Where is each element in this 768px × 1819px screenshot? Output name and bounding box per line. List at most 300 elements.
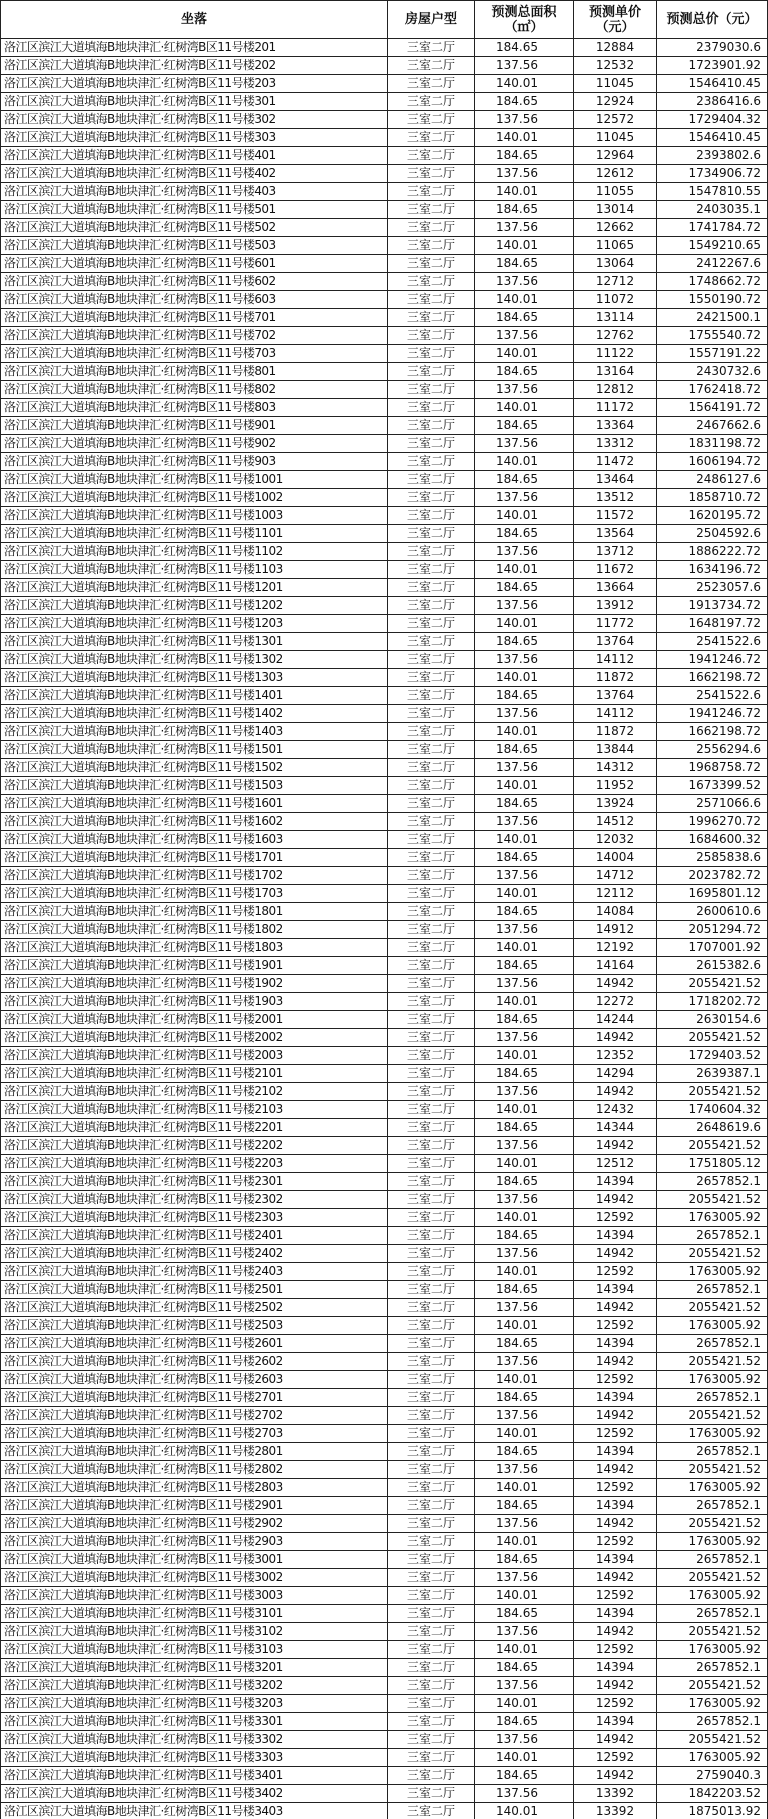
type-cell: 三室二厅 bbox=[388, 1191, 475, 1209]
area-cell: 140.01 bbox=[475, 615, 574, 633]
area-cell: 184.65 bbox=[475, 363, 574, 381]
location-cell: 洛江区滨江大道填海B地块津汇·红树湾B区11号楼2901 bbox=[1, 1497, 388, 1515]
table-row bbox=[1, 327, 768, 345]
table-row bbox=[1, 417, 768, 435]
location-cell: 洛江区滨江大道填海B地块津汇·红树湾B区11号楼1301 bbox=[1, 633, 388, 651]
type-cell: 三室二厅 bbox=[388, 633, 475, 651]
table-row bbox=[1, 525, 768, 543]
unit-price-cell: 13764 bbox=[574, 687, 657, 705]
table-row bbox=[1, 1497, 768, 1515]
location-cell: 洛江区滨江大道填海B地块津汇·红树湾B区11号楼3401 bbox=[1, 1767, 388, 1785]
area-cell: 184.65 bbox=[475, 39, 574, 57]
total-price-cell: 2467662.6 bbox=[657, 417, 768, 435]
total-price-cell: 2055421.52 bbox=[657, 1191, 768, 1209]
area-cell: 140.01 bbox=[475, 1155, 574, 1173]
unit-price-cell: 14512 bbox=[574, 813, 657, 831]
type-cell: 三室二厅 bbox=[388, 291, 475, 309]
location-cell: 洛江区滨江大道填海B地块津汇·红树湾B区11号楼1401 bbox=[1, 687, 388, 705]
location-cell: 洛江区滨江大道填海B地块津汇·红树湾B区11号楼2401 bbox=[1, 1227, 388, 1245]
header-price-line1: 预测单价 bbox=[588, 4, 641, 20]
unit-price-cell: 11045 bbox=[574, 75, 657, 93]
location-cell: 洛江区滨江大道填海B地块津汇·红树湾B区11号楼403 bbox=[1, 183, 388, 201]
total-price-cell: 1996270.72 bbox=[657, 813, 768, 831]
table-row bbox=[1, 1659, 768, 1677]
type-cell: 三室二厅 bbox=[388, 1029, 475, 1047]
location-cell: 洛江区滨江大道填海B地块津汇·红树湾B区11号楼2801 bbox=[1, 1443, 388, 1461]
total-price-cell: 1695801.12 bbox=[657, 885, 768, 903]
total-price-cell: 1547810.55 bbox=[657, 183, 768, 201]
table-row bbox=[1, 705, 768, 723]
area-cell: 137.56 bbox=[475, 381, 574, 399]
type-cell: 三室二厅 bbox=[388, 939, 475, 957]
location-cell: 洛江区滨江大道填海B地块津汇·红树湾B区11号楼302 bbox=[1, 111, 388, 129]
table-row bbox=[1, 1155, 768, 1173]
area-cell: 184.65 bbox=[475, 309, 574, 327]
location-cell: 洛江区滨江大道填海B地块津汇·红树湾B区11号楼401 bbox=[1, 147, 388, 165]
type-cell: 三室二厅 bbox=[388, 795, 475, 813]
location-cell: 洛江区滨江大道填海B地块津汇·红树湾B区11号楼2602 bbox=[1, 1353, 388, 1371]
location-cell: 洛江区滨江大道填海B地块津汇·红树湾B区11号楼3202 bbox=[1, 1677, 388, 1695]
total-price-cell: 1831198.72 bbox=[657, 435, 768, 453]
area-cell: 184.65 bbox=[475, 1173, 574, 1191]
total-price-cell: 1550190.72 bbox=[657, 291, 768, 309]
area-cell: 140.01 bbox=[475, 1695, 574, 1713]
unit-price-cell: 12192 bbox=[574, 939, 657, 957]
unit-price-cell: 14394 bbox=[574, 1497, 657, 1515]
type-cell: 三室二厅 bbox=[388, 39, 475, 57]
table-body bbox=[1, 39, 768, 1819]
area-cell: 184.65 bbox=[475, 147, 574, 165]
table-row bbox=[1, 1569, 768, 1587]
type-cell: 三室二厅 bbox=[388, 147, 475, 165]
table-row bbox=[1, 93, 768, 111]
table-row bbox=[1, 1623, 768, 1641]
unit-price-cell: 14942 bbox=[574, 1569, 657, 1587]
type-cell: 三室二厅 bbox=[388, 1083, 475, 1101]
area-cell: 137.56 bbox=[475, 1623, 574, 1641]
table-row bbox=[1, 363, 768, 381]
location-cell: 洛江区滨江大道填海B地块津汇·红树湾B区11号楼902 bbox=[1, 435, 388, 453]
total-price-cell: 2630154.6 bbox=[657, 1011, 768, 1029]
total-price-cell: 2055421.52 bbox=[657, 1299, 768, 1317]
unit-price-cell: 14394 bbox=[574, 1227, 657, 1245]
table-row bbox=[1, 489, 768, 507]
total-price-cell: 1729403.52 bbox=[657, 1047, 768, 1065]
location-cell: 洛江区滨江大道填海B地块津汇·红树湾B区11号楼2201 bbox=[1, 1119, 388, 1137]
location-cell: 洛江区滨江大道填海B地块津汇·红树湾B区11号楼301 bbox=[1, 93, 388, 111]
total-price-cell: 2055421.52 bbox=[657, 1515, 768, 1533]
total-price-cell: 2657852.1 bbox=[657, 1335, 768, 1353]
type-cell: 三室二厅 bbox=[388, 1623, 475, 1641]
type-cell: 三室二厅 bbox=[388, 345, 475, 363]
location-cell: 洛江区滨江大道填海B地块津汇·红树湾B区11号楼2501 bbox=[1, 1281, 388, 1299]
type-cell: 三室二厅 bbox=[388, 921, 475, 939]
location-cell: 洛江区滨江大道填海B地块津汇·红树湾B区11号楼202 bbox=[1, 57, 388, 75]
table-row bbox=[1, 1029, 768, 1047]
area-cell: 184.65 bbox=[475, 201, 574, 219]
unit-price-cell: 12352 bbox=[574, 1047, 657, 1065]
area-cell: 137.56 bbox=[475, 921, 574, 939]
total-price-cell: 1858710.72 bbox=[657, 489, 768, 507]
area-cell: 137.56 bbox=[475, 813, 574, 831]
total-price-cell: 2648619.6 bbox=[657, 1119, 768, 1137]
unit-price-cell: 14394 bbox=[574, 1173, 657, 1191]
type-cell: 三室二厅 bbox=[388, 1803, 475, 1819]
area-cell: 184.65 bbox=[475, 1119, 574, 1137]
location-cell: 洛江区滨江大道填海B地块津汇·红树湾B区11号楼1001 bbox=[1, 471, 388, 489]
location-cell: 洛江区滨江大道填海B地块津汇·红树湾B区11号楼2903 bbox=[1, 1533, 388, 1551]
table-row bbox=[1, 957, 768, 975]
table-row bbox=[1, 1587, 768, 1605]
table-row bbox=[1, 1695, 768, 1713]
unit-price-cell: 12032 bbox=[574, 831, 657, 849]
location-cell: 洛江区滨江大道填海B地块津汇·红树湾B区11号楼3302 bbox=[1, 1731, 388, 1749]
total-price-cell: 2657852.1 bbox=[657, 1281, 768, 1299]
total-price-cell: 2657852.1 bbox=[657, 1605, 768, 1623]
total-price-cell: 1763005.92 bbox=[657, 1533, 768, 1551]
type-cell: 三室二厅 bbox=[388, 327, 475, 345]
area-cell: 140.01 bbox=[475, 831, 574, 849]
location-cell: 洛江区滨江大道填海B地块津汇·红树湾B区11号楼901 bbox=[1, 417, 388, 435]
table-row bbox=[1, 1209, 768, 1227]
area-cell: 137.56 bbox=[475, 1569, 574, 1587]
area-cell: 184.65 bbox=[475, 741, 574, 759]
total-price-cell: 2657852.1 bbox=[657, 1497, 768, 1515]
total-price-cell: 1546410.45 bbox=[657, 75, 768, 93]
location-cell: 洛江区滨江大道填海B地块津汇·红树湾B区11号楼1801 bbox=[1, 903, 388, 921]
total-price-cell: 1729404.32 bbox=[657, 111, 768, 129]
area-cell: 140.01 bbox=[475, 183, 574, 201]
total-price-cell: 2759040.3 bbox=[657, 1767, 768, 1785]
area-cell: 137.56 bbox=[475, 1785, 574, 1803]
total-price-cell: 1763005.92 bbox=[657, 1641, 768, 1659]
type-cell: 三室二厅 bbox=[388, 777, 475, 795]
total-price-cell: 1913734.72 bbox=[657, 597, 768, 615]
total-price-cell: 1564191.72 bbox=[657, 399, 768, 417]
unit-price-cell: 14942 bbox=[574, 1191, 657, 1209]
area-cell: 184.65 bbox=[475, 1227, 574, 1245]
type-cell: 三室二厅 bbox=[388, 705, 475, 723]
area-cell: 137.56 bbox=[475, 273, 574, 291]
table-row bbox=[1, 309, 768, 327]
table-header bbox=[1, 1, 768, 39]
header-total: 预测总价（元） bbox=[657, 1, 768, 39]
area-cell: 137.56 bbox=[475, 867, 574, 885]
type-cell: 三室二厅 bbox=[388, 1569, 475, 1587]
table-row bbox=[1, 1101, 768, 1119]
total-price-cell: 2393802.6 bbox=[657, 147, 768, 165]
total-price-cell: 1748662.72 bbox=[657, 273, 768, 291]
table-row bbox=[1, 777, 768, 795]
total-price-cell: 1763005.92 bbox=[657, 1317, 768, 1335]
total-price-cell: 1673399.52 bbox=[657, 777, 768, 795]
location-cell: 洛江区滨江大道填海B地块津汇·红树湾B区11号楼201 bbox=[1, 39, 388, 57]
header-location: 坐落 bbox=[1, 1, 388, 39]
header-area-line1: 预测总面积 bbox=[491, 4, 557, 20]
location-cell: 洛江区滨江大道填海B地块津汇·红树湾B区11号楼2503 bbox=[1, 1317, 388, 1335]
unit-price-cell: 12572 bbox=[574, 111, 657, 129]
location-cell: 洛江区滨江大道填海B地块津汇·红树湾B区11号楼1902 bbox=[1, 975, 388, 993]
type-cell: 三室二厅 bbox=[388, 543, 475, 561]
total-price-cell: 1755540.72 bbox=[657, 327, 768, 345]
location-cell: 洛江区滨江大道填海B地块津汇·红树湾B区11号楼2302 bbox=[1, 1191, 388, 1209]
location-cell: 洛江区滨江大道填海B地块津汇·红树湾B区11号楼703 bbox=[1, 345, 388, 363]
total-price-cell: 2055421.52 bbox=[657, 1623, 768, 1641]
type-cell: 三室二厅 bbox=[388, 1479, 475, 1497]
area-cell: 137.56 bbox=[475, 1353, 574, 1371]
location-cell: 洛江区滨江大道填海B地块津汇·红树湾B区11号楼2103 bbox=[1, 1101, 388, 1119]
area-cell: 140.01 bbox=[475, 1803, 574, 1819]
area-cell: 140.01 bbox=[475, 561, 574, 579]
type-cell: 三室二厅 bbox=[388, 1281, 475, 1299]
location-cell: 洛江区滨江大道填海B地块津汇·红树湾B区11号楼2702 bbox=[1, 1407, 388, 1425]
unit-price-cell: 14912 bbox=[574, 921, 657, 939]
area-cell: 137.56 bbox=[475, 1731, 574, 1749]
table-row bbox=[1, 147, 768, 165]
table-row bbox=[1, 75, 768, 93]
area-cell: 140.01 bbox=[475, 237, 574, 255]
area-cell: 137.56 bbox=[475, 219, 574, 237]
area-cell: 184.65 bbox=[475, 687, 574, 705]
area-cell: 184.65 bbox=[475, 471, 574, 489]
unit-price-cell: 12712 bbox=[574, 273, 657, 291]
area-cell: 140.01 bbox=[475, 1371, 574, 1389]
location-cell: 洛江区滨江大道填海B地块津汇·红树湾B区11号楼1602 bbox=[1, 813, 388, 831]
unit-price-cell: 12592 bbox=[574, 1587, 657, 1605]
type-cell: 三室二厅 bbox=[388, 1713, 475, 1731]
type-cell: 三室二厅 bbox=[388, 309, 475, 327]
unit-price-cell: 14344 bbox=[574, 1119, 657, 1137]
type-cell: 三室二厅 bbox=[388, 453, 475, 471]
area-cell: 184.65 bbox=[475, 525, 574, 543]
area-cell: 140.01 bbox=[475, 885, 574, 903]
location-cell: 洛江区滨江大道填海B地块津汇·红树湾B区11号楼402 bbox=[1, 165, 388, 183]
location-cell: 洛江区滨江大道填海B地块津汇·红树湾B区11号楼1903 bbox=[1, 993, 388, 1011]
total-price-cell: 2541522.6 bbox=[657, 633, 768, 651]
type-cell: 三室二厅 bbox=[388, 237, 475, 255]
unit-price-cell: 14942 bbox=[574, 1137, 657, 1155]
location-cell: 洛江区滨江大道填海B地块津汇·红树湾B区11号楼1702 bbox=[1, 867, 388, 885]
type-cell: 三室二厅 bbox=[388, 183, 475, 201]
total-price-cell: 2657852.1 bbox=[657, 1227, 768, 1245]
total-price-cell: 2386416.6 bbox=[657, 93, 768, 111]
location-cell: 洛江区滨江大道填海B地块津汇·红树湾B区11号楼3402 bbox=[1, 1785, 388, 1803]
unit-price-cell: 13844 bbox=[574, 741, 657, 759]
total-price-cell: 1886222.72 bbox=[657, 543, 768, 561]
unit-price-cell: 12112 bbox=[574, 885, 657, 903]
type-cell: 三室二厅 bbox=[388, 741, 475, 759]
location-cell: 洛江区滨江大道填海B地块津汇·红树湾B区11号楼3002 bbox=[1, 1569, 388, 1587]
location-cell: 洛江区滨江大道填海B地块津汇·红树湾B区11号楼1601 bbox=[1, 795, 388, 813]
unit-price-cell: 12592 bbox=[574, 1641, 657, 1659]
table-row bbox=[1, 471, 768, 489]
total-price-cell: 1842203.52 bbox=[657, 1785, 768, 1803]
location-cell: 洛江区滨江大道填海B地块津汇·红树湾B区11号楼2102 bbox=[1, 1083, 388, 1101]
location-cell: 洛江区滨江大道填海B地块津汇·红树湾B区11号楼2002 bbox=[1, 1029, 388, 1047]
table-row bbox=[1, 1443, 768, 1461]
type-cell: 三室二厅 bbox=[388, 1533, 475, 1551]
area-cell: 140.01 bbox=[475, 453, 574, 471]
area-cell: 140.01 bbox=[475, 1209, 574, 1227]
type-cell: 三室二厅 bbox=[388, 1173, 475, 1191]
location-cell: 洛江区滨江大道填海B地块津汇·红树湾B区11号楼3101 bbox=[1, 1605, 388, 1623]
table-row bbox=[1, 543, 768, 561]
total-price-cell: 1606194.72 bbox=[657, 453, 768, 471]
area-cell: 184.65 bbox=[475, 1335, 574, 1353]
type-cell: 三室二厅 bbox=[388, 1317, 475, 1335]
type-cell: 三室二厅 bbox=[388, 813, 475, 831]
type-cell: 三室二厅 bbox=[388, 93, 475, 111]
area-cell: 137.56 bbox=[475, 489, 574, 507]
location-cell: 洛江区滨江大道填海B地块津汇·红树湾B区11号楼501 bbox=[1, 201, 388, 219]
total-price-cell: 2430732.6 bbox=[657, 363, 768, 381]
type-cell: 三室二厅 bbox=[388, 975, 475, 993]
table-row bbox=[1, 1425, 768, 1443]
area-cell: 184.65 bbox=[475, 1767, 574, 1785]
location-cell: 洛江区滨江大道填海B地块津汇·红树湾B区11号楼601 bbox=[1, 255, 388, 273]
unit-price-cell: 12592 bbox=[574, 1533, 657, 1551]
table-row bbox=[1, 615, 768, 633]
type-cell: 三室二厅 bbox=[388, 669, 475, 687]
location-cell: 洛江区滨江大道填海B地块津汇·红树湾B区11号楼2402 bbox=[1, 1245, 388, 1263]
type-cell: 三室二厅 bbox=[388, 1659, 475, 1677]
type-cell: 三室二厅 bbox=[388, 1605, 475, 1623]
type-cell: 三室二厅 bbox=[388, 759, 475, 777]
unit-price-cell: 12884 bbox=[574, 39, 657, 57]
total-price-cell: 2541522.6 bbox=[657, 687, 768, 705]
table-row bbox=[1, 1533, 768, 1551]
total-price-cell: 2600610.6 bbox=[657, 903, 768, 921]
table-row bbox=[1, 813, 768, 831]
table-row bbox=[1, 381, 768, 399]
area-cell: 140.01 bbox=[475, 75, 574, 93]
type-cell: 三室二厅 bbox=[388, 1119, 475, 1137]
unit-price-cell: 14942 bbox=[574, 1677, 657, 1695]
table-row bbox=[1, 165, 768, 183]
type-cell: 三室二厅 bbox=[388, 1101, 475, 1119]
unit-price-cell: 13392 bbox=[574, 1785, 657, 1803]
table-row bbox=[1, 435, 768, 453]
area-cell: 184.65 bbox=[475, 417, 574, 435]
unit-price-cell: 14942 bbox=[574, 1461, 657, 1479]
table-row bbox=[1, 1389, 768, 1407]
area-cell: 137.56 bbox=[475, 759, 574, 777]
location-cell: 洛江区滨江大道填海B地块津汇·红树湾B区11号楼1302 bbox=[1, 651, 388, 669]
table-row bbox=[1, 1461, 768, 1479]
location-cell: 洛江区滨江大道填海B地块津汇·红树湾B区11号楼203 bbox=[1, 75, 388, 93]
table-row bbox=[1, 183, 768, 201]
unit-price-cell: 11072 bbox=[574, 291, 657, 309]
unit-price-cell: 14942 bbox=[574, 1083, 657, 1101]
location-cell: 洛江区滨江大道填海B地块津汇·红树湾B区11号楼702 bbox=[1, 327, 388, 345]
table-row bbox=[1, 1317, 768, 1335]
table-row bbox=[1, 903, 768, 921]
unit-price-cell: 14942 bbox=[574, 1623, 657, 1641]
area-cell: 140.01 bbox=[475, 993, 574, 1011]
unit-price-cell: 13312 bbox=[574, 435, 657, 453]
type-cell: 三室二厅 bbox=[388, 579, 475, 597]
unit-price-cell: 13664 bbox=[574, 579, 657, 597]
location-cell: 洛江区滨江大道填海B地块津汇·红树湾B区11号楼1802 bbox=[1, 921, 388, 939]
area-cell: 137.56 bbox=[475, 1029, 574, 1047]
table-row bbox=[1, 1263, 768, 1281]
type-cell: 三室二厅 bbox=[388, 561, 475, 579]
location-cell: 洛江区滨江大道填海B地块津汇·红树湾B区11号楼503 bbox=[1, 237, 388, 255]
unit-price-cell: 14394 bbox=[574, 1335, 657, 1353]
type-cell: 三室二厅 bbox=[388, 615, 475, 633]
unit-price-cell: 13364 bbox=[574, 417, 657, 435]
area-cell: 137.56 bbox=[475, 651, 574, 669]
area-cell: 140.01 bbox=[475, 1533, 574, 1551]
total-price-cell: 1740604.32 bbox=[657, 1101, 768, 1119]
area-cell: 137.56 bbox=[475, 1515, 574, 1533]
type-cell: 三室二厅 bbox=[388, 885, 475, 903]
location-cell: 洛江区滨江大道填海B地块津汇·红树湾B区11号楼1203 bbox=[1, 615, 388, 633]
location-cell: 洛江区滨江大道填海B地块津汇·红树湾B区11号楼2601 bbox=[1, 1335, 388, 1353]
unit-price-cell: 12762 bbox=[574, 327, 657, 345]
table-row bbox=[1, 1083, 768, 1101]
total-price-cell: 2615382.6 bbox=[657, 957, 768, 975]
total-price-cell: 2055421.52 bbox=[657, 1407, 768, 1425]
table-row bbox=[1, 1047, 768, 1065]
unit-price-cell: 13924 bbox=[574, 795, 657, 813]
location-cell: 洛江区滨江大道填海B地块津汇·红树湾B区11号楼3201 bbox=[1, 1659, 388, 1677]
table-row bbox=[1, 1227, 768, 1245]
total-price-cell: 1707001.92 bbox=[657, 939, 768, 957]
total-price-cell: 2055421.52 bbox=[657, 1677, 768, 1695]
unit-price-cell: 14394 bbox=[574, 1281, 657, 1299]
table-row bbox=[1, 921, 768, 939]
table-row bbox=[1, 1281, 768, 1299]
table-row bbox=[1, 1119, 768, 1137]
type-cell: 三室二厅 bbox=[388, 1065, 475, 1083]
unit-price-cell: 14942 bbox=[574, 1407, 657, 1425]
unit-price-cell: 12592 bbox=[574, 1425, 657, 1443]
area-cell: 137.56 bbox=[475, 1191, 574, 1209]
total-price-cell: 2556294.6 bbox=[657, 741, 768, 759]
location-cell: 洛江区滨江大道填海B地块津汇·红树湾B区11号楼1403 bbox=[1, 723, 388, 741]
table-row bbox=[1, 1065, 768, 1083]
type-cell: 三室二厅 bbox=[388, 111, 475, 129]
table-row bbox=[1, 759, 768, 777]
unit-price-cell: 14312 bbox=[574, 759, 657, 777]
area-cell: 137.56 bbox=[475, 111, 574, 129]
table-row bbox=[1, 579, 768, 597]
type-cell: 三室二厅 bbox=[388, 75, 475, 93]
unit-price-cell: 12924 bbox=[574, 93, 657, 111]
location-cell: 洛江区滨江大道填海B地块津汇·红树湾B区11号楼1201 bbox=[1, 579, 388, 597]
type-cell: 三室二厅 bbox=[388, 1011, 475, 1029]
location-cell: 洛江区滨江大道填海B地块津汇·红树湾B区11号楼1901 bbox=[1, 957, 388, 975]
table-row bbox=[1, 669, 768, 687]
total-price-cell: 1546410.45 bbox=[657, 129, 768, 147]
location-cell: 洛江区滨江大道填海B地块津汇·红树湾B区11号楼1101 bbox=[1, 525, 388, 543]
type-cell: 三室二厅 bbox=[388, 525, 475, 543]
table-row bbox=[1, 237, 768, 255]
table-row bbox=[1, 1515, 768, 1533]
table-row bbox=[1, 399, 768, 417]
location-cell: 洛江区滨江大道填海B地块津汇·红树湾B区11号楼3001 bbox=[1, 1551, 388, 1569]
type-cell: 三室二厅 bbox=[388, 1137, 475, 1155]
location-cell: 洛江区滨江大道填海B地块津汇·红树湾B区11号楼2902 bbox=[1, 1515, 388, 1533]
type-cell: 三室二厅 bbox=[388, 273, 475, 291]
table-row bbox=[1, 1605, 768, 1623]
unit-price-cell: 13912 bbox=[574, 597, 657, 615]
area-cell: 137.56 bbox=[475, 1677, 574, 1695]
type-cell: 三室二厅 bbox=[388, 1047, 475, 1065]
table-row bbox=[1, 1173, 768, 1191]
table-row bbox=[1, 201, 768, 219]
